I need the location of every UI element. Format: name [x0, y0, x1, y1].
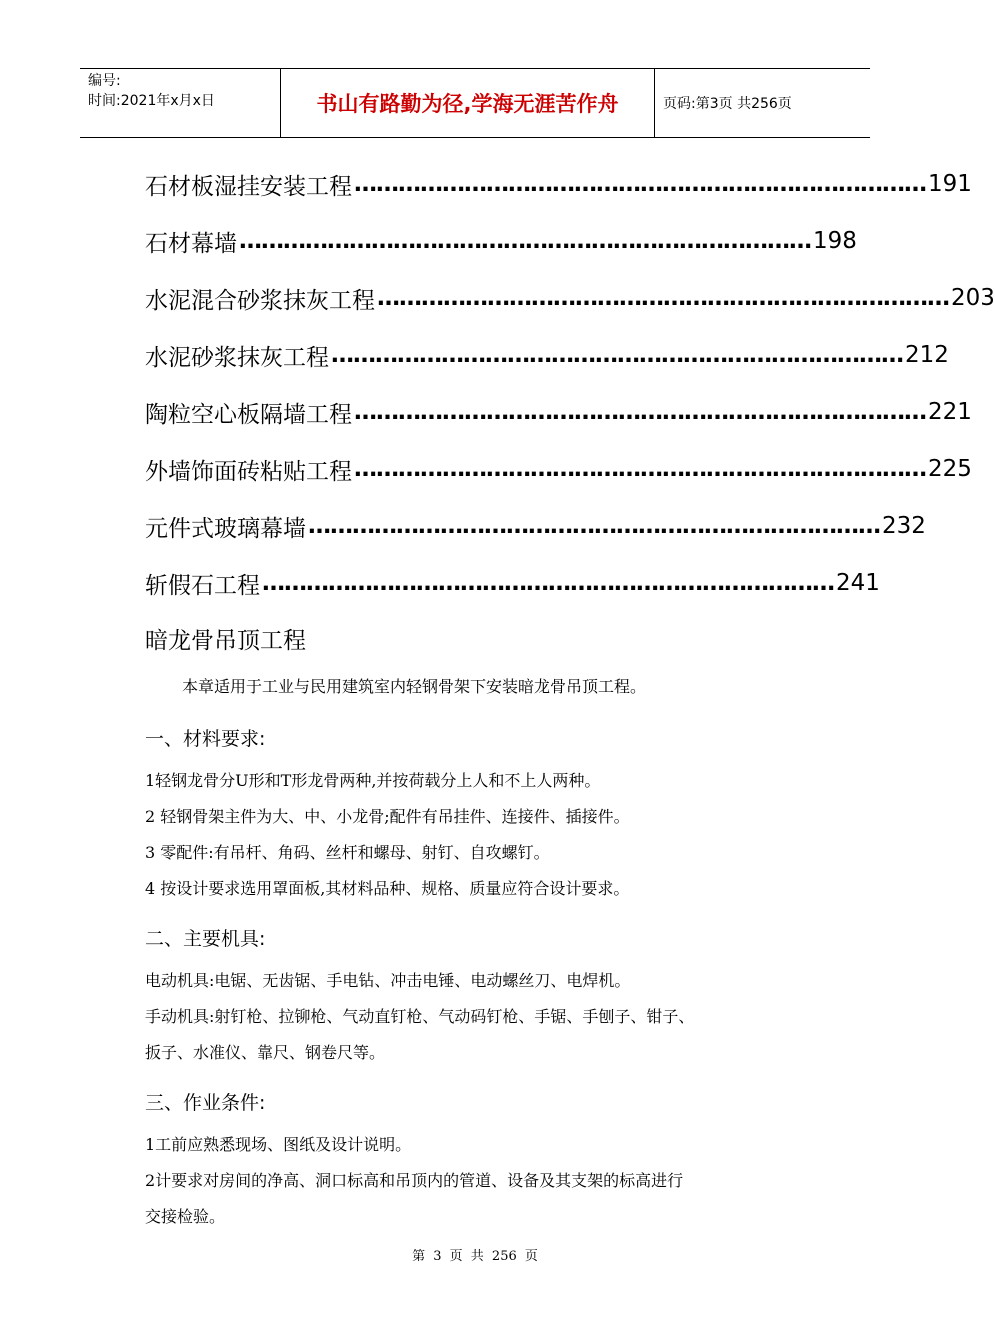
page-info: 页码:第3页 共256页 [663, 96, 792, 112]
toc-title: 外墙饰面砖粘贴工程 [145, 458, 352, 485]
date-label: 时间:2021年x月x日 [88, 93, 215, 109]
toc-leader: …………………………………………………………………… [308, 513, 880, 539]
toc-entry[interactable] [145, 337, 949, 373]
toc-title: 斩假石工程 [145, 572, 260, 599]
toc-title: 水泥砂浆抹灰工程 [145, 344, 329, 371]
toc-leader: …………………………………………………………………… [331, 342, 903, 368]
section-heading-conditions: 三、作业条件: [145, 1092, 266, 1114]
section-heading-tools: 二、主要机具: [145, 928, 266, 950]
toc-entry[interactable] [145, 394, 972, 430]
toc-page: 198 [813, 228, 857, 254]
number-label: 编号: [88, 73, 121, 89]
chapter-title: 暗龙骨吊顶工程 [145, 628, 306, 654]
paragraph: 扳子、水准仪、靠尺、钢卷尺等。 [145, 1043, 386, 1062]
toc-page: 241 [836, 570, 880, 596]
toc-entry[interactable] [145, 451, 972, 487]
paragraph: 手动机具:射钉枪、拉铆枪、气动直钉枪、气动码钉枪、手锯、手刨子、钳子、 [145, 1007, 695, 1026]
toc-page: 221 [928, 399, 972, 425]
toc-page: 191 [928, 171, 972, 197]
motto: 书山有路勤为径,学海无涯苦作舟 [281, 69, 655, 137]
toc-leader: …………………………………………………………………… [262, 570, 834, 596]
paragraph: 2 轻钢骨架主件为大、中、小龙骨;配件有吊挂件、连接件、插接件。 [145, 807, 630, 826]
toc-entry[interactable] [145, 166, 972, 202]
toc-title: 陶粒空心板隔墙工程 [145, 401, 352, 428]
page-footer: 第 3 页 共 256 页 [412, 1249, 538, 1264]
toc-page: 232 [882, 513, 926, 539]
header-meta-cell [80, 69, 281, 137]
toc-title: 石材板湿挂安装工程 [145, 173, 352, 200]
toc-leader: …………………………………………………………………… [354, 456, 926, 482]
toc-page: 212 [905, 342, 949, 368]
toc-leader: …………………………………………………………………… [377, 285, 949, 311]
toc-leader: …………………………………………………………………… [354, 399, 926, 425]
toc-entry[interactable] [145, 565, 880, 601]
toc-page: 225 [928, 456, 972, 482]
paragraph: 电动机具:电锯、无齿锯、手电钻、冲击电锤、电动螺丝刀、电焊机。 [145, 971, 631, 990]
paragraph: 交接检验。 [145, 1207, 226, 1226]
toc-title: 石材幕墙 [145, 230, 237, 257]
toc-entry[interactable] [145, 280, 995, 316]
toc-entry[interactable] [145, 508, 926, 544]
paragraph: 1工前应熟悉现场、图纸及设计说明。 [145, 1135, 412, 1154]
page-header [80, 68, 870, 138]
section-heading-materials: 一、材料要求: [145, 728, 266, 750]
chapter-intro: 本章适用于工业与民用建筑室内轻钢骨架下安装暗龙骨吊顶工程。 [182, 677, 647, 696]
paragraph: 2计要求对房间的净高、洞口标高和吊顶内的管道、设备及其支架的标高进行 [145, 1171, 684, 1190]
paragraph: 4 按设计要求选用罩面板,其材料品种、规格、质量应符合设计要求。 [145, 879, 630, 898]
toc-leader: …………………………………………………………………… [354, 171, 926, 197]
toc-entry[interactable] [145, 223, 857, 259]
toc-title: 水泥混合砂浆抹灰工程 [145, 287, 375, 314]
toc-page: 203 [951, 285, 995, 311]
paragraph: 1轻钢龙骨分U形和T形龙骨两种,并按荷载分上人和不上人两种。 [145, 771, 601, 790]
toc-leader: …………………………………………………………………… [239, 228, 811, 254]
toc-title: 元件式玻璃幕墙 [145, 515, 306, 542]
paragraph: 3 零配件:有吊杆、角码、丝杆和螺母、射钉、自攻螺钉。 [145, 843, 550, 862]
